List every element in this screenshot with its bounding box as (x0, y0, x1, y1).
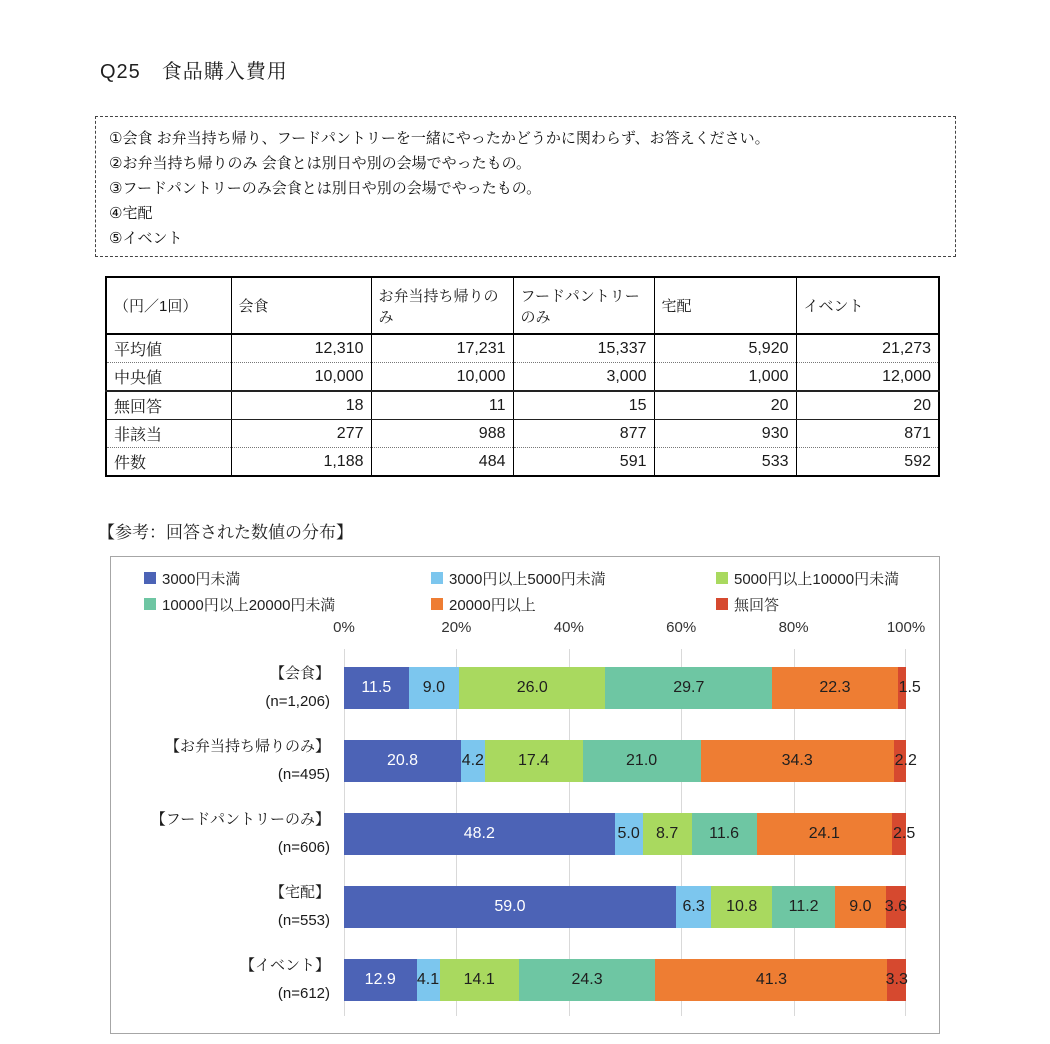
corner-label: （円／1回） (106, 277, 231, 334)
page-title: Q25 食品購入費用 (100, 61, 288, 83)
category-label: 【お弁当持ち帰りのみ】 (164, 737, 330, 755)
bar-segment (461, 740, 485, 782)
axis-tick-label: 40% (553, 619, 584, 636)
bar-segment-value: 9.0 (422, 678, 446, 696)
cell-value: 15,337 (513, 334, 654, 363)
bar-segment (676, 886, 711, 928)
table-row (106, 363, 939, 392)
legend-label: 10000円以上20000円未満 (162, 596, 336, 614)
category-label-block (111, 879, 344, 935)
bar-segment (417, 959, 440, 1001)
note-line-1: ①会食 お弁当持ち帰り、フードパントリーを一緒にやったかどうかに関わらず、お答えください。 (109, 130, 770, 147)
bar-segment (583, 740, 701, 782)
legend-swatch-icon (144, 598, 156, 610)
chart-row-2 (111, 797, 916, 870)
bar-segment (886, 886, 906, 928)
chart-row-3 (111, 870, 906, 943)
legend-item-4 (431, 591, 716, 617)
bar-segment-value: 14.1 (463, 970, 495, 988)
bar-segment-value: 24.3 (571, 970, 603, 988)
cell-value: 591 (513, 448, 654, 477)
notes-box (95, 116, 956, 257)
cell-value: 877 (513, 420, 654, 448)
bar-segment-value: 20.8 (386, 751, 419, 769)
row-label: 無回答 (106, 391, 231, 420)
legend-swatch-icon (431, 598, 443, 610)
table-row (106, 420, 939, 448)
bar-segment-value: 29.7 (673, 678, 705, 696)
bar-segment-value: 41.3 (755, 970, 787, 988)
bar-segment-value: 22.3 (819, 678, 851, 696)
row-label: 平均値 (106, 334, 231, 363)
bar-segment (605, 667, 772, 709)
legend-item-1 (431, 565, 716, 591)
note-line-5: ⑤イベント (109, 230, 183, 247)
bar-segment-value: 17.4 (518, 751, 550, 769)
bar-segment-value: 2.5 (892, 824, 916, 842)
cell-value: 871 (796, 420, 939, 448)
bar-segment (692, 813, 757, 855)
bar-segment (772, 667, 897, 709)
bar-segment-value: 1.5 (898, 678, 921, 696)
chart-row-0 (111, 651, 921, 724)
cell-value: 988 (371, 420, 513, 448)
bar-segment-value: 11.5 (361, 678, 392, 696)
table-row (106, 448, 939, 477)
chart-row-1 (111, 724, 917, 797)
note-line-4: ④宅配 (109, 205, 153, 222)
cell-value: 484 (371, 448, 513, 477)
bar-segment (894, 740, 917, 782)
column-header-1: お弁当持ち帰りのみ (371, 277, 513, 334)
bar-segment (519, 959, 656, 1001)
bar-segment-value: 3.3 (885, 970, 908, 988)
chart-x-axis (333, 619, 926, 645)
row-label: 件数 (106, 448, 231, 477)
legend-swatch-icon (716, 598, 728, 610)
bar-segment (409, 667, 460, 709)
bar-segment-value: 11.2 (788, 897, 819, 915)
cell-value: 592 (796, 448, 939, 477)
category-label-block (111, 952, 344, 1008)
stats-table-header (106, 277, 939, 334)
bar-segment-value: 11.6 (709, 824, 740, 842)
chart-row-4 (111, 943, 906, 1016)
note-line-3: ③フードパントリーのみ会食とは別日や別の会場でやったもの。 (109, 180, 542, 197)
bar-segment-value: 34.3 (781, 751, 813, 769)
bar-segment-value: 10.8 (726, 897, 758, 915)
category-label: 【会食】 (269, 664, 330, 682)
bar-track (344, 959, 906, 1001)
row-label: 中央値 (106, 363, 231, 392)
category-label: 【フードパントリーのみ】 (150, 810, 330, 828)
category-sample-size: (n=612) (277, 984, 330, 1002)
cell-value: 15 (513, 391, 654, 420)
cell-value: 3,000 (513, 363, 654, 392)
row-label: 非該当 (106, 420, 231, 448)
category-label-block (111, 806, 344, 862)
cell-value: 277 (231, 420, 371, 448)
legend-swatch-icon (144, 572, 156, 584)
distribution-chart (110, 556, 940, 1034)
bar-track (344, 886, 906, 928)
category-label: 【イベント】 (239, 956, 330, 974)
cell-value: 10,000 (371, 363, 513, 392)
cell-value: 11 (371, 391, 513, 420)
header-row (106, 277, 939, 334)
legend-swatch-icon (431, 572, 443, 584)
cell-value: 21,273 (796, 334, 939, 363)
axis-tick-label: 60% (666, 619, 697, 636)
bar-segment (344, 886, 676, 928)
category-label: 【宅配】 (269, 883, 330, 901)
bar-segment (643, 813, 692, 855)
bar-segment-value: 9.0 (849, 897, 872, 915)
column-header-3: 宅配 (654, 277, 796, 334)
bar-segment (772, 886, 835, 928)
bar-segment (835, 886, 886, 928)
chart-legend (144, 565, 919, 617)
bar-segment-value: 6.3 (682, 897, 705, 915)
bar-segment (701, 740, 894, 782)
bar-segment (615, 813, 643, 855)
bar-segment-value: 4.1 (416, 970, 440, 988)
bar-segment-value: 24.1 (808, 824, 840, 842)
category-sample-size: (n=606) (277, 838, 330, 856)
bar-segment-value: 26.0 (516, 678, 548, 696)
column-header-4: イベント (796, 277, 939, 334)
column-header-0: 会食 (231, 277, 371, 334)
cell-value: 17,231 (371, 334, 513, 363)
axis-tick-label: 20% (441, 619, 472, 636)
bar-segment-value: 8.7 (655, 824, 679, 842)
legend-label: 無回答 (734, 596, 780, 614)
bar-segment-value: 4.2 (461, 751, 484, 769)
bar-segment (892, 813, 916, 855)
chart-rows (111, 651, 921, 1016)
legend-item-5 (716, 591, 919, 617)
cell-value: 20 (654, 391, 796, 420)
legend-item-0 (144, 565, 431, 591)
stats-table-body (106, 334, 939, 476)
table-row (106, 391, 939, 420)
bar-segment-value: 5.0 (617, 824, 640, 842)
legend-item-2 (716, 565, 919, 591)
category-sample-size: (n=1,206) (265, 692, 330, 710)
table-row (106, 334, 939, 363)
bar-segment (485, 740, 583, 782)
bar-segment (344, 667, 409, 709)
legend-label: 5000円以上10000円未満 (734, 570, 900, 588)
legend-swatch-icon (716, 572, 728, 584)
bar-segment-value: 12.9 (364, 970, 396, 988)
bar-segment (344, 813, 615, 855)
bar-segment (459, 667, 605, 709)
category-sample-size: (n=553) (277, 911, 330, 929)
bar-segment (757, 813, 892, 855)
bar-segment-value: 21.0 (626, 751, 658, 769)
bar-segment (655, 959, 887, 1001)
bar-segment (887, 959, 906, 1001)
cell-value: 1,188 (231, 448, 371, 477)
cell-value: 12,310 (231, 334, 371, 363)
category-sample-size: (n=495) (277, 765, 330, 783)
bar-segment-value: 59.0 (494, 897, 526, 915)
category-label-block (111, 733, 344, 789)
cell-value: 5,920 (654, 334, 796, 363)
bar-segment-value: 3.6 (884, 897, 907, 915)
axis-tick-label: 80% (778, 619, 809, 636)
cell-value: 1,000 (654, 363, 796, 392)
category-label-block (111, 660, 344, 716)
note-line-2: ②お弁当持ち帰りのみ 会食とは別日や別の会場でやったもの。 (109, 155, 532, 172)
column-header-2: フードパントリーのみ (513, 277, 654, 334)
bar-track (344, 740, 917, 782)
cell-value: 20 (796, 391, 939, 420)
legend-label: 20000円以上 (449, 596, 536, 614)
bar-segment (898, 667, 921, 709)
bar-segment-value: 48.2 (463, 824, 495, 842)
stats-table (105, 276, 940, 477)
bar-segment (344, 740, 461, 782)
legend-label: 3000円以上5000円未満 (449, 570, 606, 588)
section-heading: 【参考：回答された数値の分布】 (98, 523, 353, 542)
legend-label: 3000円未満 (162, 570, 241, 588)
cell-value: 10,000 (231, 363, 371, 392)
bar-track (344, 667, 921, 709)
axis-tick-label: 0% (333, 619, 355, 636)
bar-segment (344, 959, 417, 1001)
cell-value: 18 (231, 391, 371, 420)
cell-value: 930 (654, 420, 796, 448)
bar-segment (711, 886, 772, 928)
legend-item-3 (144, 591, 431, 617)
bar-segment-value: 2.2 (894, 751, 917, 769)
cell-value: 12,000 (796, 363, 939, 392)
cell-value: 533 (654, 448, 796, 477)
bar-segment (440, 959, 519, 1001)
bar-track (344, 813, 916, 855)
axis-tick-label: 100% (886, 619, 926, 636)
